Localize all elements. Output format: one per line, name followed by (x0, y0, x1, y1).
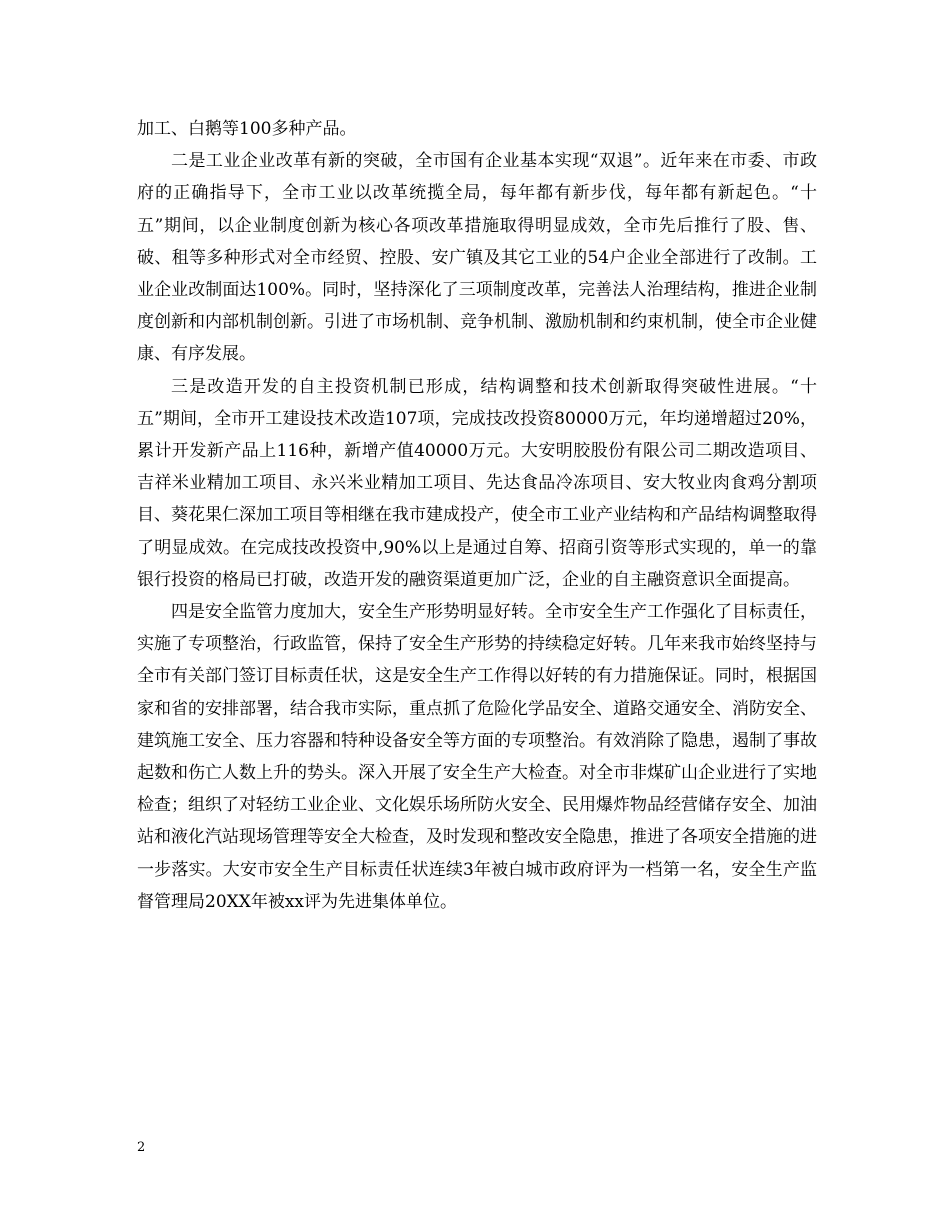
paragraph-safety-supervision: 四是安全监管力度加大，安全生产形势明显好转。全市安全生产工作强化了目标责任，实施了专项整治，行政监管，保持了安全生产形势的持续稳定好转。几年来我市始终坚持与全市有关部门签订目标责任状，这是安全生产工作得以好转的有力措施保证。同时，根据国家和省的安排部署，结合我市实际，重点抓了危险化学品安全、道路交通安全、消防安全、建筑施工安全、压力容器和特种设备安全等方面的专项整治。有效消除了隐患，遏制了事故起数和伤亡人数上升的势头。深入开展了安全生产大检查。对全市非煤矿山企业进行了实地检查；组织了对轻纺工业企业、文化娱乐场所防火安全、民用爆炸物品经营储存安全、加油站和液化汽站现场管理等安全大检查，及时发现和整改安全隐患，推进了各项安全措施的进一步落实。大安市安全生产目标责任状连续3年被白城市政府评为一档第一名，安全生产监督管理局20XX年被xx评为先进集体单位。 (137, 602, 817, 912)
paragraph-continuation: 加工、白鹅等100多种产品。 (137, 119, 357, 139)
paragraph-industrial-reform: 二是工业企业改革有新的突破，全市国有企业基本实现“双退”。近年来在市委、市政府的正确指导下，全市工业以改革统揽全局，每年都有新步伐，每年都有新起色。“十五”期间，以企业制度创新为核心各项改革措施取得明显成效，全市先后推行了股、售、破、租等多种形式对全市经贸、控股、安广镇及其它工业的54户企业全部进行了改制。工业企业改制面达100%。同时，坚持深化了三项制度改革，完善法人治理结构，推进企业制度创新和内部机制创新。引进了市场机制、竞争机制、激励机制和约束机制，使全市企业健康、有序发展。 (137, 151, 817, 365)
document-body (137, 113, 817, 918)
paragraph-investment-innovation: 三是改造开发的自主投资机制已形成，结构调整和技术创新取得突破性进展。“十五”期间，全市开工建设技术改造107项，完成技改投资80000万元，年均递增超过20%，累计开发新产品上116种，新增产值40000万元。大安明胶股份有限公司二期改造项目、吉祥米业精加工项目、永兴米业精加工项目、先达食品冷冻项目、安大牧业肉食鸡分割项目、葵花果仁深加工项目等相继在我市建成投产，使全市工业产业结构和产品结构调整取得了明显成效。在完成技改投资中,90%以上是通过自筹、招商引资等形式实现的，单一的靠银行投资的格局已打破，改造开发的融资渠道更加广泛，企业的自主融资意识全面提高。 (137, 376, 817, 590)
page-number: 2 (137, 1140, 146, 1155)
